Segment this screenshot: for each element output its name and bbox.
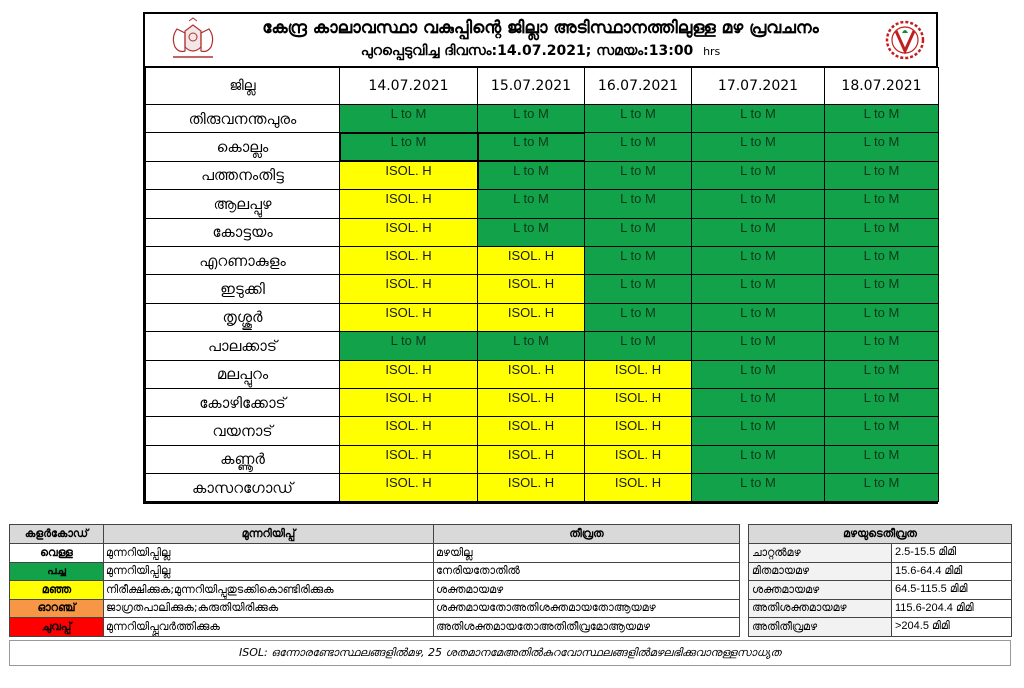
forecast-cell: ISOL. H (340, 161, 478, 189)
forecast-cell: ISOL. H (585, 388, 692, 416)
forecast-cell: ISOL. H (340, 303, 478, 331)
table-row (146, 190, 939, 218)
table-row (146, 445, 939, 473)
table-row (146, 303, 939, 331)
legend-row (10, 562, 740, 581)
date-header: 16.07.2021 (585, 68, 692, 105)
forecast-grid (145, 67, 939, 502)
forecast-cell: L to M (478, 218, 585, 246)
forecast-cell: L to M (692, 388, 825, 416)
table-row (146, 332, 939, 360)
forecast-cell: L to M (585, 303, 692, 331)
district-name: കൊല്ലം (146, 133, 340, 161)
legend-header-row (10, 525, 740, 544)
forecast-cell: ISOL. H (340, 445, 478, 473)
district-name: കോഴിക്കോട് (146, 388, 340, 416)
forecast-cell: L to M (825, 332, 939, 360)
forecast-cell: L to M (478, 105, 585, 133)
district-name: കാസറഗോഡ് (146, 474, 340, 502)
legend-severity: ശക്തമായമഴ (434, 581, 740, 600)
legend-warning: മുന്നറിയിപ്പില്ല (104, 544, 434, 563)
forecast-cell: ISOL. H (478, 417, 585, 445)
forecast-table-container (143, 12, 938, 504)
intensity-value: 115.6-204.4 മിമി (892, 599, 1012, 618)
intensity-header: മഴയുടെതീവ്രത (749, 525, 1012, 544)
forecast-cell: L to M (692, 190, 825, 218)
district-name: പത്തനംതിട്ട (146, 161, 340, 189)
date-header: 18.07.2021 (825, 68, 939, 105)
intensity-header-row (749, 525, 1012, 544)
forecast-cell: L to M (478, 161, 585, 189)
issued-line (145, 43, 936, 59)
district-name: തൃശ്ശൂർ (146, 303, 340, 331)
forecast-cell: ISOL. H (340, 218, 478, 246)
forecast-cell: ISOL. H (478, 388, 585, 416)
district-name: കോട്ടയം (146, 218, 340, 246)
intensity-row (749, 581, 1012, 600)
legend-severity: മഴയില്ല (434, 544, 740, 563)
forecast-cell: ISOL. H (585, 360, 692, 388)
legend-header-severity: തീവ്രത (434, 525, 740, 544)
forecast-cell: L to M (478, 190, 585, 218)
district-name: ആലപ്പുഴ (146, 190, 340, 218)
table-row (146, 133, 939, 161)
forecast-cell: ISOL. H (340, 246, 478, 274)
time-label: ; സമയം: (585, 43, 649, 59)
district-column-header: ജില്ല (146, 68, 340, 105)
legend-table (9, 524, 740, 637)
forecast-cell: L to M (825, 161, 939, 189)
legend-color-code: മഞ്ഞ (10, 581, 104, 600)
forecast-cell: L to M (825, 303, 939, 331)
legend-severity: അതിശക്തമായതോഅതിതീവ്രമോആയമഴ (434, 618, 740, 637)
legend-color-code: പച്ച (10, 562, 104, 581)
forecast-cell: ISOL. H (478, 246, 585, 274)
forecast-cell: L to M (585, 332, 692, 360)
district-name: ഇടുക്കി (146, 275, 340, 303)
legend-color-code: വെള്ള (10, 544, 104, 563)
rain-intensity-table-container (748, 524, 1011, 637)
forecast-cell: L to M (692, 417, 825, 445)
intensity-value: 64.5-115.5 മിമി (892, 581, 1012, 600)
time-value: 13:00 (648, 43, 694, 59)
forecast-cell: ISOL. H (340, 360, 478, 388)
intensity-label: മിതമായമഴ (749, 562, 892, 581)
forecast-cell: ISOL. H (585, 445, 692, 473)
forecast-cell: L to M (825, 218, 939, 246)
forecast-cell: L to M (825, 388, 939, 416)
table-row (146, 360, 939, 388)
forecast-cell: L to M (825, 246, 939, 274)
forecast-cell: ISOL. H (585, 417, 692, 445)
forecast-cell: L to M (825, 133, 939, 161)
forecast-cell: L to M (585, 190, 692, 218)
forecast-cell: ISOL. H (478, 474, 585, 502)
district-name: കണ്ണൂർ (146, 445, 340, 473)
legend-warning: മുന്നറിയിപ്പില്ല (104, 562, 434, 581)
forecast-cell: ISOL. H (340, 275, 478, 303)
forecast-title: കേന്ദ്ര കാലാവസ്ഥാ വകുപ്പിന്റെ ജില്ലാ അടിസ്ഥാനത്തിലുള്ള മഴ പ്രവചനം (262, 18, 819, 38)
forecast-cell: ISOL. H (478, 445, 585, 473)
legend-row (10, 581, 740, 600)
legend-header-colorcode: കളർകോഡ് (10, 525, 104, 544)
forecast-cell: L to M (825, 445, 939, 473)
intensity-value: >204.5 മിമി (892, 618, 1012, 637)
forecast-cell: L to M (825, 360, 939, 388)
forecast-cell: L to M (692, 161, 825, 189)
forecast-cell: ISOL. H (340, 190, 478, 218)
table-row (146, 218, 939, 246)
forecast-cell: L to M (585, 246, 692, 274)
forecast-cell: L to M (692, 246, 825, 274)
forecast-cell: L to M (825, 275, 939, 303)
forecast-cell: ISOL. H (340, 474, 478, 502)
legend-warning: നിരീക്ഷിക്കുക;മുന്നറിയിപ്പുതുടക്കികൊണ്ടിരിക്കുക (104, 581, 434, 600)
forecast-cell: ISOL. H (585, 474, 692, 502)
legend-warning: മുന്നറിയിപ്പ്പ്രവർത്തിക്കുക (104, 618, 434, 637)
date-header: 17.07.2021 (692, 68, 825, 105)
intensity-row (749, 562, 1012, 581)
forecast-cell: ISOL. H (478, 360, 585, 388)
legend-warning: ജാഗ്രതപാലിക്കുക;കരുതിയിരിക്കുക (104, 599, 434, 618)
intensity-row (749, 599, 1012, 618)
forecast-cell: L to M (585, 218, 692, 246)
forecast-cell: ISOL. H (478, 275, 585, 303)
forecast-cell: L to M (692, 332, 825, 360)
intensity-value: 15.6-64.4 മിമി (892, 562, 1012, 581)
intensity-label: ശക്തമായമഴ (749, 581, 892, 600)
table-row (146, 105, 939, 133)
forecast-cell: L to M (478, 332, 585, 360)
legend-row (10, 618, 740, 637)
forecast-cell: L to M (340, 133, 478, 161)
intensity-value: 2.5-15.5 മിമി (892, 544, 1012, 563)
isol-footnote: ISOL: ഒന്നോരണ്ടോസ്ഥലങ്ങളിൽമഴ, 25 ശതമാനമേഅതിൽകുറവോസ്ഥലങ്ങളിൽമഴലഭിക്കുവാനുള്ളസാധ്യത (9, 640, 1011, 666)
forecast-cell: L to M (692, 360, 825, 388)
table-row (146, 474, 939, 502)
forecast-cell: L to M (825, 417, 939, 445)
district-name: തിരുവനന്തപുരം (146, 105, 340, 133)
district-name: പാലക്കാട് (146, 332, 340, 360)
color-code-legend (9, 524, 739, 637)
legend-header-warning: മുന്നറിയിപ്പ് (104, 525, 434, 544)
forecast-cell: L to M (340, 105, 478, 133)
district-name: എറണാകുളം (146, 246, 340, 274)
forecast-cell: L to M (825, 105, 939, 133)
forecast-cell: L to M (692, 445, 825, 473)
forecast-header-row (146, 68, 939, 105)
forecast-cell: L to M (825, 474, 939, 502)
district-name: മലപ്പുറം (146, 360, 340, 388)
legend-color-code: ഓറഞ്ച് (10, 599, 104, 618)
issued-label: പുറപ്പെടുവിച്ച ദിവസം: (360, 43, 498, 59)
table-row (146, 161, 939, 189)
forecast-cell: L to M (585, 105, 692, 133)
forecast-cell: L to M (692, 303, 825, 331)
forecast-cell: ISOL. H (340, 388, 478, 416)
forecast-cell: L to M (585, 161, 692, 189)
forecast-cell: ISOL. H (478, 303, 585, 331)
intensity-row (749, 544, 1012, 563)
forecast-cell: L to M (692, 105, 825, 133)
legend-severity: നേരിയതോതിൽ (434, 562, 740, 581)
legend-row (10, 544, 740, 563)
intensity-row (749, 618, 1012, 637)
disaster-management-logo-icon (882, 17, 928, 63)
rain-intensity-table (748, 524, 1012, 637)
forecast-cell: L to M (585, 275, 692, 303)
legend-row (10, 599, 740, 618)
forecast-cell: L to M (692, 474, 825, 502)
forecast-cell: L to M (692, 133, 825, 161)
table-row (146, 417, 939, 445)
intensity-label: ചാറ്റൽമഴ (749, 544, 892, 563)
forecast-cell: L to M (692, 218, 825, 246)
district-name: വയനാട് (146, 417, 340, 445)
forecast-cell: L to M (692, 275, 825, 303)
table-row (146, 275, 939, 303)
intensity-label: അതിതീവ്രമഴ (749, 618, 892, 637)
forecast-cell: L to M (825, 190, 939, 218)
date-header: 15.07.2021 (478, 68, 585, 105)
date-header: 14.07.2021 (340, 68, 478, 105)
forecast-cell: L to M (340, 332, 478, 360)
intensity-label: അതിശക്തമായമഴ (749, 599, 892, 618)
forecast-header (145, 14, 936, 67)
forecast-cell: L to M (478, 133, 585, 161)
time-unit: hrs (703, 45, 721, 58)
forecast-cell: ISOL. H (340, 417, 478, 445)
legend-severity: ശക്തമായതോഅതിശക്തമായതോആയമഴ (434, 599, 740, 618)
table-row (146, 388, 939, 416)
forecast-cell: L to M (585, 133, 692, 161)
legend-color-code: ചുവപ്പ് (10, 618, 104, 637)
issued-date: 14.07.2021 (497, 43, 586, 59)
table-row (146, 246, 939, 274)
